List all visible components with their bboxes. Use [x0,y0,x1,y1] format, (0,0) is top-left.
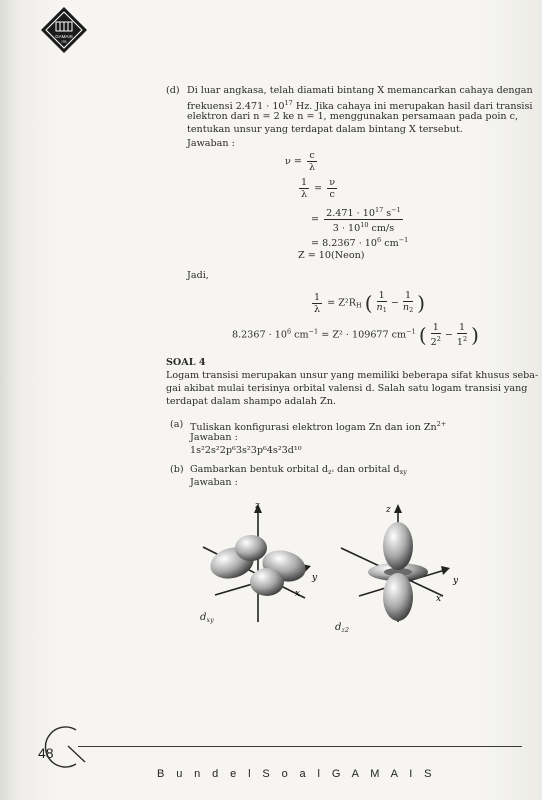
label-dxy: $d_{xy}$ [200,612,214,624]
eq-nu: ν = $\frac{c}{\lambda}$ [285,150,316,173]
dxy-orbital-figure [195,500,330,630]
footer-title: B u n d e l S o a l G A M A I S [157,768,436,780]
dxy-axis-y: y [312,573,318,583]
dz2-orbital-figure [333,500,473,630]
part-d-marker: (d) [166,85,180,96]
part-d-line-1: Di luar angkasa, telah diamati bintang X memancarkan cahaya dengan [187,85,533,96]
dxy-axis-x: x [295,589,301,599]
footer-divider [78,746,522,747]
soal4-line-2: gai akibat mulai terisinya orbital valensi d. Salah satu logam transisi yang [166,383,528,394]
part-d-line-3: elektron dari n = 2 ke n = 1, menggunakan persamaan pada poin c, [187,111,519,122]
soal4-line-3: terdapat dalam shampo adalah Zn. [166,396,336,407]
part-a-marker: (a) [170,419,184,430]
gamais-logo [40,6,88,54]
part-a-answer: 1s²2s²2p⁶3s²3p⁶4s²3d¹⁰ [190,445,302,456]
part-b-marker: (b) [170,464,184,475]
eq-z-neon: Z = 10(Neon) [298,250,365,261]
dz2-axis-y: y [453,576,459,586]
dxy-axis-z: z [255,501,260,511]
dz2-axis-x: x [436,594,442,604]
soal4-line-1: Logam transisi merupakan unsur yang memiliki beberapa sifat khusus seba- [166,370,539,381]
part-b-jawaban: Jawaban : [190,477,238,488]
dz2-axis-z: z [386,505,391,515]
part-b-question: Gambarkan bentuk orbital $d_{z^2}$ dan orbital $d_{xy}$ [190,464,407,476]
eq-final: $8.2367 \cdot 10^6$ $cm^{-1} = Z^2 \cdot 109677$ $cm^{-1}$ ( $\frac{1}{2^2}$ − $\frac{1}{1^2}$ ) [232,322,479,348]
part-d-line-2: frekuensi $2.471 \cdot 10^{17}$ Hz. Jika cahaya ini merupakan hasil dari transisi [187,99,533,112]
eq-calculation: = $\frac{2.471 \cdot 10^{17} s^{-1}}{3 \cdot 10^{10} cm/s}$ [311,206,401,234]
part-a-jawaban: Jawaban : [190,432,238,443]
eq-result: = $8.2367 \cdot 10^6$ $cm^{-1}$ [311,236,409,249]
logo-text: GAMAIS [55,34,73,39]
jadi-label: Jadi, [187,270,209,281]
label-dz2: $d_{z2}$ [335,622,349,634]
page-number: 48 [38,745,54,761]
logo-year: ITB [61,40,67,44]
part-d-jawaban: Jawaban : [187,138,235,149]
eq-rydberg: $\frac{1}{\lambda}$ = $Z^2R_H$ ( $\frac{1}{n_1}$ − $\frac{1}{n_2}$ ) [314,290,426,315]
part-a-question: Tuliskan konfigurasi elektron logam Zn dan ion $Zn^{2+}$ [190,420,447,433]
eq-inverse-lambda: $\frac{1}{\lambda}$ = $\frac{\nu}{c}$ [301,177,336,200]
soal4-heading: SOAL 4 [166,357,206,368]
part-d-line-4: tentukan unsur yang terdapat dalam bintang X tersebut. [187,124,463,135]
